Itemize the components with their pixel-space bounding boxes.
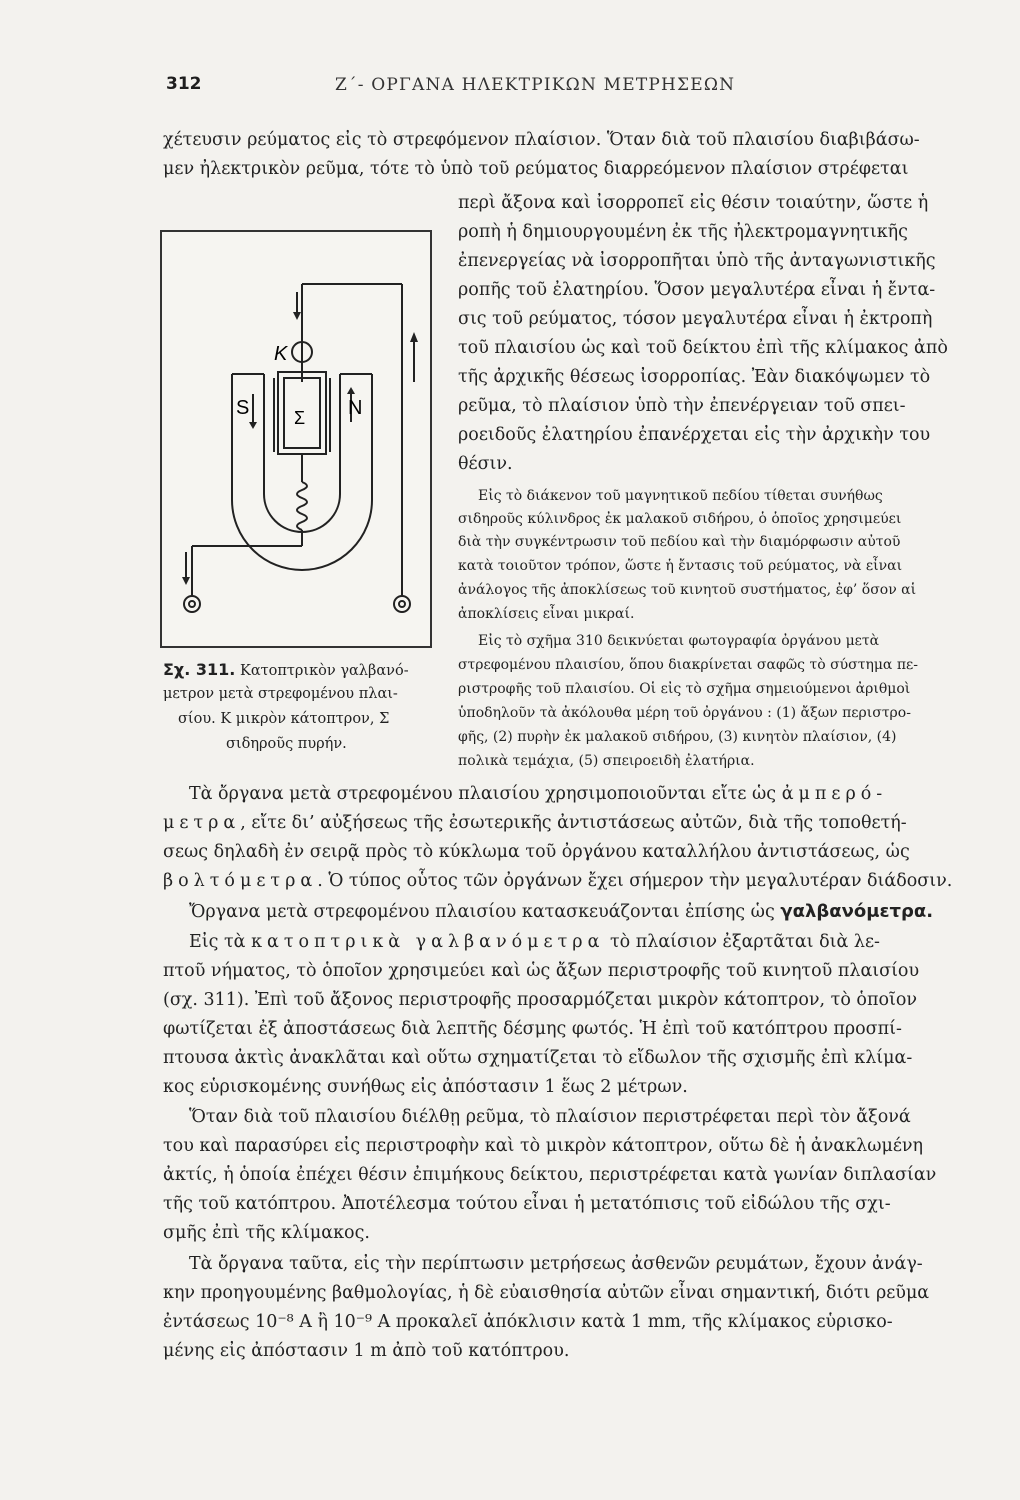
figure-caption-line	[163, 659, 409, 682]
text-line: τῆς τοῦ κατόπτρου. Ἀποτέλεσμα τούτου εἶναι ἡ μετατόπισις τοῦ εἰδώλου τῆς σχι-	[163, 1194, 891, 1214]
running-head: Ζ΄- ΟΡΓΑΝΑ ΗΛΕΚΤΡΙΚΩΝ ΜΕΤΡΗΣΕΩΝ	[335, 75, 736, 95]
spiral-spring	[297, 482, 307, 530]
text-line: ροπὴ ἡ δημιουργουμένη ἐκ τῆς ἠλεκτρομαγνητικῆς	[458, 222, 908, 242]
page-number: 312	[166, 74, 202, 94]
text-run: . Ὁ τύπος οὗτος τῶν ὀργάνων ἔχει σήμερον τὴν μεγαλυτέραν διάδοσιν.	[317, 871, 953, 891]
mirror-label: K	[274, 343, 288, 365]
text-line	[189, 900, 933, 924]
text-line: ροειδοῦς ἐλατηρίου ἐπανέρχεται εἰς τὴν ἀρχικὴν του	[458, 425, 931, 445]
small-text-line: σιδηροῦς κύλινδρος ἐκ μαλακοῦ σιδήρου, ὁ ὁποῖος χρησιμεύει	[458, 511, 902, 527]
small-text-line: φῆς, (2) πυρὴν ἐκ μαλακοῦ σιδήρου, (3) κινητὸν πλαίσιον, (4)	[458, 729, 897, 745]
galvanometer-diagram	[162, 232, 430, 646]
text-line: χέτευσιν ρεύματος εἰς τὸ στρεφόμενον πλαίσιον. Ὅταν διὰ τοῦ πλαισίου διαβιβάσω-	[163, 130, 920, 150]
text-run: Τὰ ὄργανα μετὰ στρεφομένου πλαισίου χρησιμοποιοῦνται εἴτε ὡς	[189, 784, 782, 804]
terminal-left	[184, 596, 200, 612]
small-text-line: ἀνάλογος τῆς ἀποκλίσεως τοῦ κινητοῦ συστήματος, ἐφ’ ὅσον αἱ	[458, 582, 917, 598]
small-text-line: Εἰς τὸ σχῆμα 310 δεικνύεται φωτογραφία ὀργάνου μετὰ	[478, 633, 880, 649]
small-text-line: διὰ τὴν συγκέντρωσιν τοῦ πεδίου καὶ τὴν διαμόρφωσιν αὐτοῦ	[458, 534, 901, 550]
spaced-term: βολτόμετρα	[163, 871, 318, 891]
text-run: Ὄργανα μετὰ στρεφομένου πλαισίου κατασκευάζονται ἐπίσης ὡς	[189, 902, 781, 922]
spaced-term: μετρα	[163, 813, 241, 833]
text-line: φωτίζεται ἐξ ἀποστάσεως διὰ λεπτῆς δέσμης φωτός. Ἡ ἐπὶ τοῦ κατόπτρου προσπί-	[163, 1019, 902, 1039]
spaced-term: κατοπτρικὰ γαλβανόμετρα	[251, 932, 605, 952]
figure-caption-line: μετρον μετὰ στρεφομένου πλαι-	[163, 686, 398, 702]
text-line: Ὅταν διὰ τοῦ πλαισίου διέλθῃ ρεῦμα, τὸ πλαίσιον περιστρέφεται περὶ τὸν ἄξονά	[189, 1107, 911, 1127]
text-line: μένης εἰς ἀπόστασιν 1 m ἀπὸ τοῦ κατόπτρου.	[163, 1341, 570, 1361]
text-run: , εἴτε δι’ αὐξήσεως τῆς ἐσωτερικῆς ἀντιστάσεως αὐτῶν, διὰ τῆς τοποθετή-	[240, 813, 907, 833]
small-text-line: πολικὰ τεμάχια, (5) σπειροειδὴ ἐλατήρια.	[458, 753, 755, 769]
text-line	[163, 869, 952, 893]
small-text-line: Εἰς τὸ διάκενον τοῦ μαγνητικοῦ πεδίου τίθεται συνήθως	[478, 488, 883, 504]
south-pole-label: S	[236, 397, 250, 419]
figure-caption-line: σιδηροῦς πυρήν.	[226, 736, 347, 752]
small-text-line: ἀποκλίσεις εἶναι μικραί.	[458, 606, 635, 622]
text-line: ἀκτίς, ἡ ὁποία ἐπέχει θέσιν ἐπιμήκους δείκτου, περιστρέφεται κατὰ γωνίαν διπλασίαν	[163, 1165, 937, 1185]
text-line: τοῦ πλαισίου ὡς καὶ τοῦ δείκτου ἐπὶ τῆς κλίμακος ἀπὸ	[458, 338, 948, 358]
figure-number: Σχ. 311.	[163, 660, 236, 679]
text-run: τὸ πλαίσιον ἐξαρτᾶται διὰ λε-	[604, 932, 880, 952]
figure-caption-line: σίου. Κ μικρὸν κάτοπτρον, Σ	[178, 711, 390, 727]
text-line: Τὰ ὄργανα ταῦτα, εἰς τὴν περίπτωσιν μετρήσεως ἀσθενῶν ρευμάτων, ἔχουν ἀνάγ-	[189, 1254, 923, 1274]
bold-term: γαλβανόμετρα.	[780, 901, 934, 922]
text-line: κην προηγουμένης βαθμολογίας, ἡ δὲ εὐαισθησία αὐτῶν εἶναι σημαντική, διότι ρεῦμα	[163, 1283, 930, 1303]
spaced-term: ἀμπερό-	[781, 784, 888, 804]
text-line: σις τοῦ ρεύματος, τόσον μεγαλυτέρα εἶναι ἡ ἐκτροπὴ	[458, 309, 933, 329]
text-line: κος εὑρισκομένης συνήθως εἰς ἀπόστασιν 1 ἕως 2 μέτρων.	[163, 1077, 688, 1097]
text-line: ἐντάσεως 10⁻⁸ A ἢ 10⁻⁹ A προκαλεῖ ἀπόκλισιν κατὰ 1 mm, τῆς κλίμακος εὑρισκο-	[163, 1312, 893, 1332]
small-text-line: ριστροφῆς τοῦ πλαισίου. Οἱ εἰς τὸ σχῆμα σημειούμενοι ἀριθμοὶ	[458, 681, 911, 697]
small-text-line: ὑποδηλοῦν τὰ ἀκόλουθα μέρη τοῦ ὀργάνου : (1) ἄξων περιστρο-	[458, 705, 911, 721]
text-line: σμῆς ἐπὶ τῆς κλίμακος.	[163, 1223, 370, 1243]
text-line: ρεῦμα, τὸ πλαίσιον ὑπὸ τὴν ἐπενέργειαν τοῦ σπει-	[458, 396, 906, 416]
text-line: πτοῦ νήματος, τὸ ὁποῖον χρησιμεύει καὶ ὡς ἄξων περιστροφῆς τοῦ κινητοῦ πλαισίου	[163, 961, 920, 981]
small-text-line: κατὰ τοιοῦτον τρόπον, ὥστε ἡ ἔντασις τοῦ ρεύματος, νὰ εἶναι	[458, 558, 903, 574]
text-line	[189, 930, 880, 954]
caption-text: Κατοπτρικὸν γαλβανό-	[239, 663, 409, 679]
text-line: θέσιν.	[458, 454, 513, 474]
text-line: μεν ἠλεκτρικὸν ρεῦμα, τότε τὸ ὑπὸ τοῦ ρεύματος διαρρεόμενον πλαίσιον στρέφεται	[163, 159, 909, 179]
text-line: (σχ. 311). Ἐπὶ τοῦ ἄξονος περιστροφῆς προσαρμόζεται μικρὸν κάτοπτρον, τὸ ὁποῖον	[163, 990, 918, 1010]
text-line: πτουσα ἀκτὶς ἀνακλᾶται καὶ οὕτω σχηματίζεται τὸ εἴδωλον τῆς σχισμῆς ἐπὶ κλίμα-	[163, 1048, 913, 1068]
text-line: ἐπενεργείας νὰ ἰσορροπῆται ὑπὸ τῆς ἀνταγωνιστικῆς	[458, 251, 936, 271]
figure-311	[160, 230, 432, 648]
text-line: του καὶ παρασύρει εἰς περιστροφὴν καὶ τὸ μικρὸν κάτοπτρον, οὕτω δὲ ἡ ἀνακλωμένη	[163, 1136, 924, 1156]
text-line	[163, 811, 907, 835]
text-line: σεως δηλαδὴ ἐν σειρᾷ πρὸς τὸ κύκλωμα τοῦ ὀργάνου καταλλήλου ἀντιστάσεως, ὡς	[163, 842, 910, 862]
text-line: περὶ ἄξονα καὶ ἰσορροπεῖ εἰς θέσιν τοιαύτην, ὥστε ἡ	[458, 193, 929, 213]
core-label: Σ	[294, 408, 306, 428]
small-text-line: στρεφομένου πλαισίου, ὅπου διακρίνεται σαφῶς τὸ σύστημα πε-	[458, 657, 919, 673]
text-line: τῆς ἀρχικῆς θέσεως ἰσορροπίας. Ἐὰν διακόψωμεν τὸ	[458, 367, 931, 387]
text-line	[189, 782, 887, 806]
text-line: ροπῆς τοῦ ἐλατηρίου. Ὅσον μεγαλυτέρα εἶναι ἡ ἔντα-	[458, 280, 936, 300]
text-run: Εἰς τὰ	[189, 932, 252, 952]
north-pole-label: N	[348, 397, 363, 419]
terminal-right	[394, 596, 410, 612]
